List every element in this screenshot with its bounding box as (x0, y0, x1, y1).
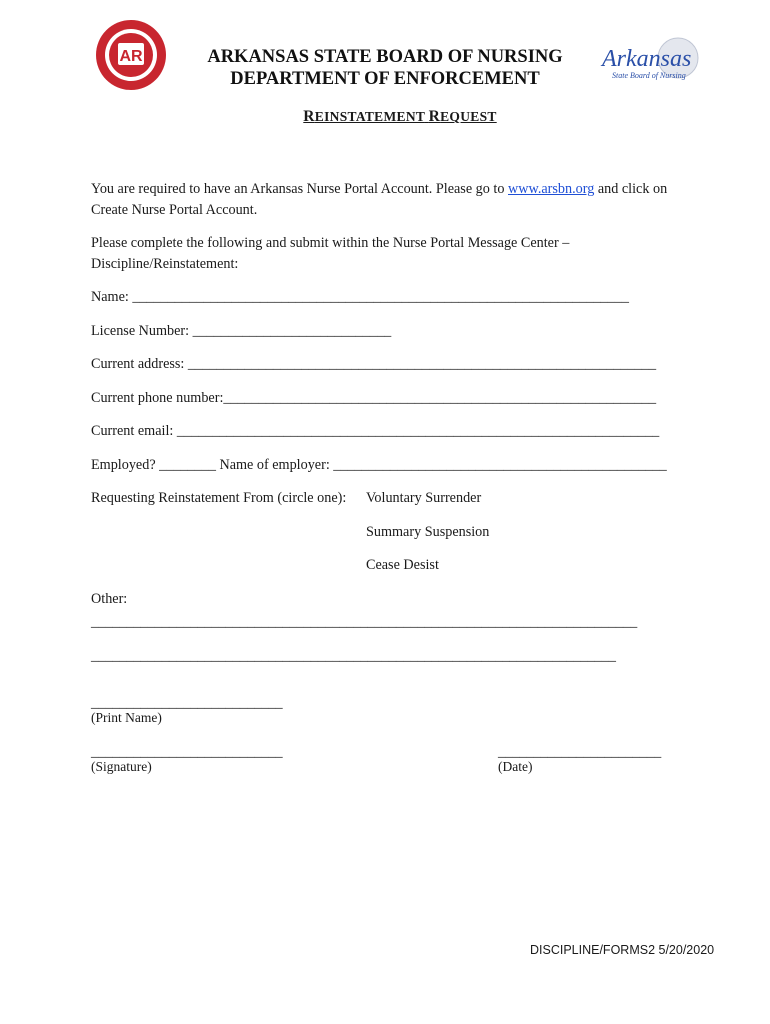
other-label: Other: (91, 591, 128, 607)
svg-text:AR: AR (119, 48, 143, 65)
signature-label: (Signature) (91, 759, 152, 774)
header-line-2: DEPARTMENT OF ENFORCEMENT (230, 69, 540, 89)
intro-line-2: Create Nurse Portal Account. (91, 202, 258, 218)
license-number-field[interactable]: License Number: ____________________________ (91, 323, 392, 339)
current-email-field[interactable]: Current email: ____________________________________________________________________ (91, 423, 660, 439)
arkansas-department-of-health-logo (95, 19, 167, 91)
header-line-1: ARKANSAS STATE BOARD OF NURSING (207, 47, 563, 67)
svg-text:State Board of Nursing: State Board of Nursing (612, 71, 686, 80)
svg-text:Arkansas: Arkansas (602, 46, 692, 72)
reinstatement-label: Requesting Reinstatement From (circle one): (91, 490, 347, 506)
signature-line[interactable]: ___________________________ (91, 744, 283, 760)
date-label: (Date) (498, 759, 533, 774)
intro-paragraph: You are required to have an Arkansas Nurse Portal Account. Please go to www.arsbn.org and click on (91, 181, 668, 197)
instructions-line-1: Please complete the following and submit within the Nurse Portal Message Center – (91, 235, 570, 251)
form-title: REINSTATEMENT REQUEST (303, 108, 497, 125)
date-line[interactable]: _______________________ (498, 744, 662, 760)
employment-field[interactable]: Employed? ________ Name of employer: _______________________________________________ (91, 457, 667, 473)
other-line-1[interactable]: _____________________________________________________________________________ (91, 614, 638, 630)
option-cease-desist[interactable]: Cease Desist (366, 557, 439, 573)
print-name-label: (Print Name) (91, 710, 162, 725)
option-voluntary-surrender[interactable]: Voluntary Surrender (366, 490, 482, 506)
other-line-2[interactable]: __________________________________________________________________________ (91, 648, 616, 664)
arsbn-website-link[interactable]: www.arsbn.org (508, 181, 595, 197)
instructions-line-2: Discipline/Reinstatement: (91, 256, 239, 272)
current-phone-field[interactable]: Current phone number:_____________________________________________________________ (91, 390, 657, 406)
print-name-line[interactable]: ___________________________ (91, 695, 283, 711)
name-field[interactable]: Name: ______________________________________________________________________ (91, 289, 629, 305)
footer-form-id: DISCIPLINE/FORMS2 5/20/2020 (530, 943, 715, 957)
option-summary-suspension[interactable]: Summary Suspension (366, 524, 490, 540)
page-header (185, 46, 585, 90)
current-address-field[interactable]: Current address: __________________________________________________________________ (91, 356, 657, 372)
arkansas-state-board-of-nursing-logo (598, 36, 704, 84)
